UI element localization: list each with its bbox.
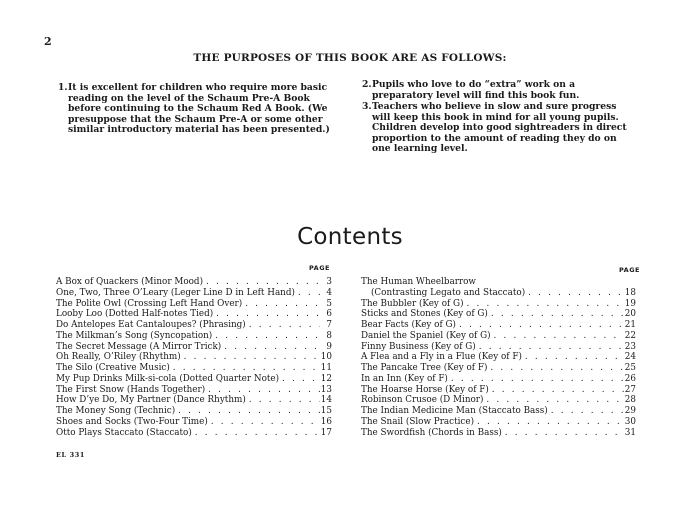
toc-entry-page: 25 — [624, 363, 636, 373]
toc-entry-title: The Money Song (Technic) — [56, 406, 176, 416]
toc-entry — [361, 299, 636, 310]
toc-entry — [56, 385, 332, 396]
toc-entry-page: 7 — [326, 320, 332, 330]
toc-entry-page: 14 — [320, 395, 332, 406]
toc-entry-page: 17 — [320, 427, 332, 438]
toc-entry-title: Oh Really, O’Riley (Rhythm) — [56, 352, 181, 363]
dot-leader — [483, 395, 624, 406]
toc-entry-title: The Silo (Creative Music) — [56, 363, 170, 373]
toc-entry-page: 27 — [624, 384, 636, 395]
catalog-code: EL 331 — [56, 451, 85, 459]
purpose-item-1 — [58, 83, 343, 136]
toc-entry-page: 4 — [326, 287, 332, 298]
dot-leader — [221, 342, 320, 353]
dot-leader — [192, 428, 320, 439]
dot-leader — [488, 309, 624, 320]
toc-entry-page: 18 — [624, 287, 636, 298]
toc-entry-title: The First Snow (Hands Together) — [56, 384, 206, 395]
toc-entry-title: Otto Plays Staccato (Staccato) — [56, 427, 192, 438]
toc-entry-page: 20 — [624, 309, 636, 320]
purpose-text: Pupils who love to do “extra” work on a preparatory level will find this book fun. — [372, 79, 580, 101]
page-number: 2 — [44, 35, 52, 48]
toc-entry-title: Shoes and Socks (Two-Four Time) — [56, 416, 208, 427]
toc-entry-title: The Snail (Slow Practice) — [361, 416, 474, 427]
toc-entry-title: The Milkman’s Song (Syncopation) — [56, 330, 213, 341]
toc-entry-page: 31 — [624, 427, 636, 438]
dot-leader — [448, 374, 624, 385]
toc-entry-page: 10 — [320, 352, 332, 363]
toc-entry-page: 19 — [624, 298, 636, 309]
toc-entry-page: 28 — [624, 395, 636, 406]
toc-entry-title: The Indian Medicine Man (Staccato Bass) — [361, 406, 548, 416]
toc-entry — [56, 299, 332, 310]
toc-entry — [56, 374, 332, 385]
toc-entry — [361, 363, 636, 374]
dot-leader — [489, 385, 624, 396]
purpose-item-2 — [362, 80, 637, 101]
toc-entry-title: Robinson Crusoe (D Minor) — [361, 395, 484, 406]
toc-entry — [56, 342, 332, 353]
dot-leader — [213, 309, 320, 320]
dot-leader — [246, 320, 320, 331]
page-column-header-left: PAGE — [309, 264, 330, 272]
dot-leader — [295, 288, 320, 299]
dot-leader — [175, 406, 320, 417]
toc-entry — [361, 342, 636, 353]
toc-entry — [361, 277, 636, 288]
toc-entry — [361, 352, 636, 363]
toc-entry — [56, 428, 332, 439]
toc-entry-title: How D’ye Do, My Partner (Dance Rhythm) — [56, 395, 246, 406]
toc-entry — [56, 417, 332, 428]
dot-leader — [502, 428, 624, 439]
dot-leader — [476, 342, 624, 353]
contents-title: Contents — [297, 224, 403, 250]
toc-entry-page: 11 — [320, 363, 332, 373]
toc-entry — [361, 417, 636, 428]
toc-entry-title: Sticks and Stones (Key of G) — [361, 309, 488, 320]
toc-entry-page: 16 — [320, 416, 332, 427]
toc-entry-page: 15 — [320, 406, 332, 416]
toc-entry-page: 21 — [624, 320, 636, 330]
toc-entry-page: 23 — [624, 341, 636, 352]
toc-entry-page: 22 — [624, 330, 636, 341]
toc-entry-page: 30 — [624, 416, 636, 427]
toc-entry — [361, 374, 636, 385]
dot-leader — [522, 352, 624, 363]
purpose-number: 3. — [362, 101, 372, 112]
dot-leader — [474, 417, 624, 428]
toc-entry — [56, 331, 332, 342]
dot-leader — [170, 363, 320, 374]
toc-entry — [56, 395, 332, 406]
toc-entry-title: A Box of Quackers (Minor Mood) — [56, 277, 203, 287]
purpose-number: 2. — [362, 79, 372, 90]
dot-leader — [208, 417, 320, 428]
purpose-number: 1. — [58, 82, 68, 93]
toc-entry-title: A Flea and a Fly in a Flue (Key of F) — [361, 352, 522, 363]
dot-leader — [279, 374, 320, 385]
toc-entry-title: One, Two, Three O’Leary (Leger Line D in Left Hand) — [56, 287, 295, 298]
toc-entry-title: The Pancake Tree (Key of F) — [361, 363, 488, 373]
toc-entry — [361, 309, 636, 320]
toc-entry-title: Finny Business (Key of G) — [361, 341, 476, 352]
toc-entry — [56, 309, 332, 320]
dot-leader — [464, 299, 625, 310]
toc-entry-title: Daniel the Spaniel (Key of G) — [361, 330, 491, 341]
purpose-text: It is excellent for children who require more basic reading on the level of the Schaum Pre-A Book before continuing to the Schaum Red A Book. (We presuppose that the Schaum Pre-A or some other similar introductory material has been presented.) — [68, 82, 330, 136]
toc-column-right — [361, 277, 636, 438]
toc-entry-page: 5 — [326, 298, 332, 309]
toc-entry — [56, 406, 332, 417]
toc-entry-page: 24 — [624, 352, 636, 363]
toc-entry-page: 3 — [326, 277, 332, 287]
dot-leader — [205, 385, 320, 396]
dot-leader — [456, 320, 624, 331]
purpose-text: Teachers who believe in slow and sure progress will keep this book in mind for all young pupils. Children develop into good sightreaders in direct proportion to the amount of reading they do on one learning level. — [372, 101, 627, 155]
toc-entry-page: 9 — [326, 341, 332, 352]
toc-entry-page: 29 — [624, 406, 636, 416]
toc-entry-title: The Swordfish (Chords in Bass) — [361, 427, 502, 438]
purposes-heading: THE PURPOSES OF THIS BOOK ARE AS FOLLOWS: — [193, 52, 507, 64]
toc-entry-page: 26 — [624, 373, 636, 384]
toc-entry — [361, 331, 636, 342]
toc-column-left — [56, 277, 332, 438]
dot-leader — [203, 277, 320, 288]
toc-entry-title: Bear Facts (Key of G) — [361, 320, 456, 330]
toc-entry — [361, 406, 636, 417]
toc-entry-title: Do Antelopes Eat Cantaloupes? (Phrasing) — [56, 320, 246, 330]
toc-entry-title: The Polite Owl (Crossing Left Hand Over) — [56, 298, 243, 309]
toc-entry — [361, 385, 636, 396]
toc-entry-title: The Human Wheelbarrow — [361, 277, 476, 287]
toc-entry-title: In an Inn (Key of F) — [361, 373, 448, 384]
toc-entry-title: The Hoarse Horse (Key of F) — [361, 384, 489, 395]
toc-entry — [361, 320, 636, 331]
toc-entry-title: (Contrasting Legato and Staccato) — [371, 287, 526, 298]
dot-leader — [212, 331, 320, 342]
dot-leader — [181, 352, 320, 363]
toc-entry — [56, 277, 332, 288]
toc-entry-page: 13 — [320, 384, 332, 395]
toc-entry — [56, 288, 332, 299]
dot-leader — [491, 331, 624, 342]
dot-leader — [487, 363, 624, 374]
toc-entry-title: Looby Loo (Dotted Half-notes Tied) — [56, 309, 214, 320]
dot-leader — [548, 406, 624, 417]
toc-entry — [56, 352, 332, 363]
toc-entry-title: My Pup Drinks Milk-si-cola (Dotted Quarter Note) — [56, 373, 280, 384]
purpose-item-3 — [362, 102, 637, 155]
toc-entry-page: 6 — [326, 309, 332, 320]
toc-entry-title: The Bubbler (Key of G) — [361, 298, 464, 309]
toc-entry-page: 8 — [326, 330, 332, 341]
page-column-header-right: PAGE — [619, 266, 640, 274]
dot-leader — [242, 299, 320, 310]
dot-leader — [246, 395, 320, 406]
toc-entry — [361, 395, 636, 406]
toc-entry — [361, 428, 636, 439]
toc-entry-page: 12 — [320, 373, 332, 384]
toc-entry — [56, 363, 332, 374]
toc-entry — [361, 288, 636, 299]
toc-entry-title: The Secret Message (A Mirror Trick) — [56, 341, 222, 352]
toc-entry — [56, 320, 332, 331]
dot-leader — [525, 288, 624, 299]
